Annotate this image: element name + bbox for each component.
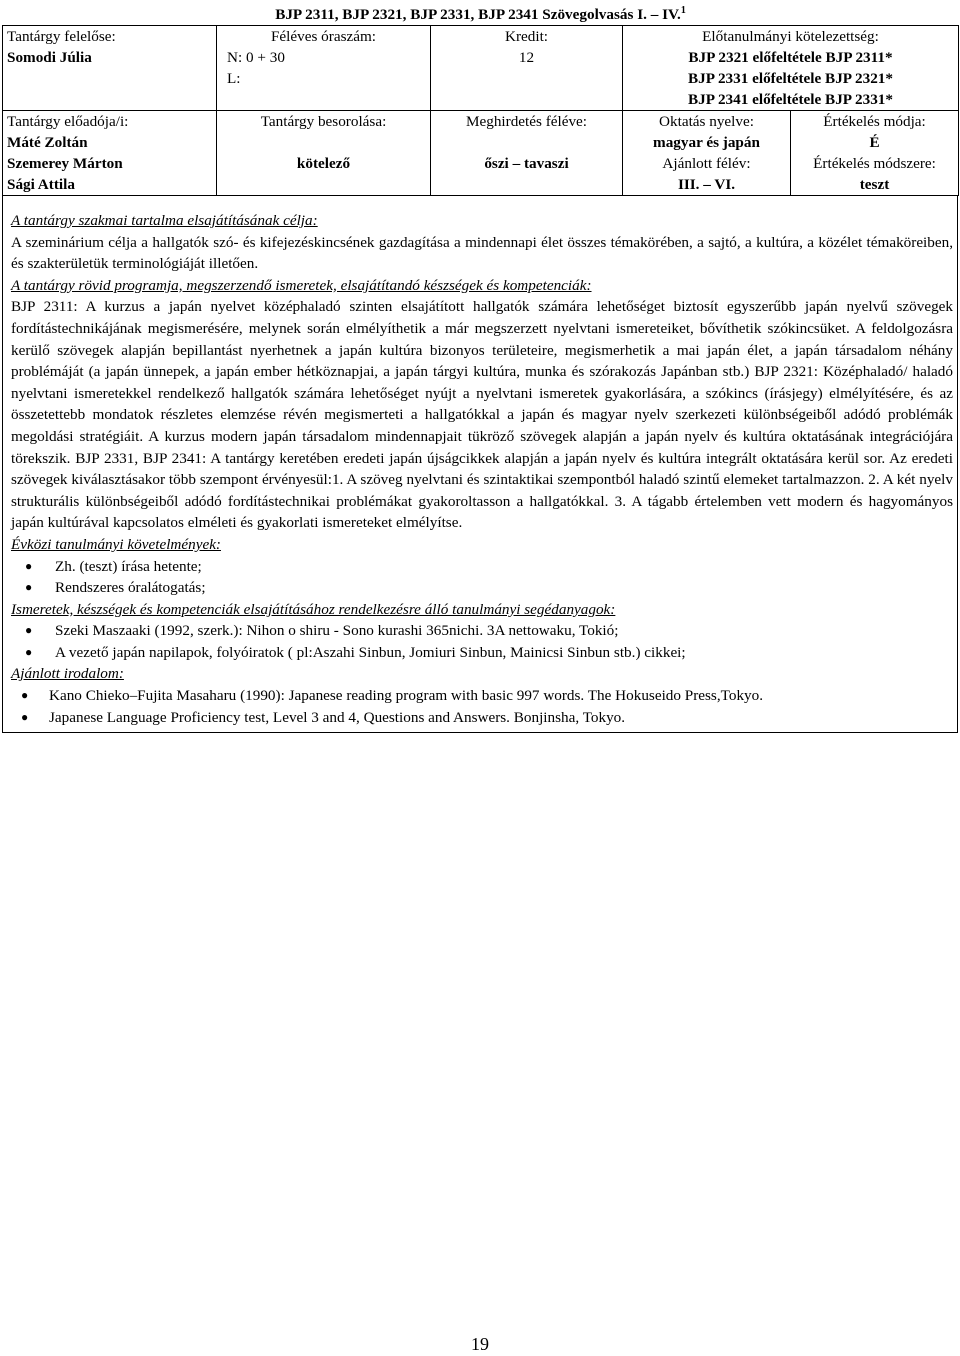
ajanlott-value: III. – VI. (677, 176, 736, 193)
kovetelmeny-list (11, 556, 953, 599)
irodalom-heading: Ajánlott irodalom: (11, 665, 124, 683)
course-header-table (2, 4, 959, 196)
title-footnote: 1 (680, 4, 686, 16)
lecturer-name: Szemerey Márton (7, 155, 123, 172)
felelos-cell (3, 26, 217, 111)
kovetelmeny-heading: Évközi tanulmányi követelmények: (11, 535, 221, 553)
ertekeles-cell (791, 111, 959, 196)
lecturer-name: Sági Attila (7, 176, 75, 193)
program-heading: A tantárgy rövid programja, megszerzendő ismeretek, elsajátítandó készségek és kompetenciák: (11, 276, 592, 294)
ertekeles-mod-label: Értékelés módja: (823, 113, 926, 130)
ertekeles-modszer-label: Értékelés módszere: (813, 155, 936, 172)
kredit-label: Kredit: (504, 28, 549, 45)
meghirdetes-value: őszi – tavaszi (484, 155, 569, 172)
besorolas-cell (217, 111, 431, 196)
ertekeles-modszer-value: teszt (859, 176, 890, 193)
nyelv-cell (623, 111, 791, 196)
lecturer-name: Máté Zoltán (7, 134, 88, 151)
meghirdetes-label: Meghirdetés féléve: (465, 113, 588, 130)
program-text: BJP 2311: A kurzus a japán nyelvet középhaladó szinten elsajátított hallgatók számára lehetőséget biztosít egyszerűbb japán nyelvű szövegek fordítástechnikájának megismerésére, melynek során elmélyíthetik a már megszerzett nyelvtani ismereteiket, bővíthetik szókincsüket. A feldolgozásra kerülő szövegek alapján bepillantást nyerhetnek a japán kultúra bizonyos területeire, megismerhetik a mai japán élet, a japán társadalom néhány problémáját (a japán ünnepek, a japán ember hétköznapjai, a japán tárgyi kultúra, munka és szórakozás Japánban stb.) BJP 2321: Középhaladó/ haladó nyelvtani ismeretekkel rendelkező hallgatók számára lehetőséget nyújt a nyelvtani ismeretek gyakorlására, a szókincs (írásjegy) elmélyítésére, és az összetettebb mondatok részletes elemzése révén megismerteti a hallgatókkal a japán és magyar nyelv szerkezeti különbségeiből adódó problémák megoldási stratégiáit. A kurzus modern japán társadalom mindennapjait tükröző szövegek alapján a japán nyelv és kultúra oktatásának integrációjára törekszik. BJP 2331, BJP 2341: A tantárgy keretében eredeti japán újságcikkek alapján a japán nyelv és kultúra integrált oktatására kerül sor. Az eredeti szövegek kiválasztásakor több szempont érvényesül:1. A szöveg nyelvtani és szintaktikai szempontból haladó szintű elemeket tartalmazzon. 2. A két nyelv strukturális különbségeiből adódó fordítástechnikai problémákat gyakoroltasson a hallgatókkal. 3. A tágabb értelemben vett modern és hagyományos japán kultúrával kapcsolatos elméleti és gyakorlati ismereteket elmélyítse. (11, 298, 953, 532)
list-item: ● A vezető japán napilapok, folyóiratok ( pl:Aszahi Sinbun, Jomiuri Sinbun, Mainicsi Sinbun stb.) cikkei; (55, 642, 953, 664)
list-item: ● Kano Chieko–Fujita Masaharu (1990): Japanese reading program with basic 997 words. The Hokuseido Press,Tokyo. (49, 685, 953, 707)
kredit-cell (431, 26, 623, 111)
course-title-text: BJP 2311, BJP 2321, BJP 2331, BJP 2341 Szövegolvasás I. – IV. (275, 6, 681, 23)
course-title (3, 4, 959, 26)
oraszam-label: Féléves óraszám: (270, 28, 376, 45)
kredit-value: 12 (518, 49, 535, 66)
prerequisite-line: BJP 2341 előfeltétele BJP 2331* (688, 91, 893, 108)
list-item: ● Szeki Maszaaki (1992, szerk.): Nihon o shiru - Sono kurashi 365nichi. 3A nettowaku, Tokió; (55, 620, 953, 642)
meghirdetes-cell (431, 111, 623, 196)
cel-heading: A tantárgy szakmai tartalma elsajátításának célja: (11, 212, 318, 229)
oraszam-cell (217, 26, 431, 111)
eloado-label: Tantárgy előadója/i: (7, 113, 129, 130)
course-content (2, 196, 958, 733)
oraszam-n: N: 0 + 30 (227, 49, 285, 66)
cel-text: A szeminárium célja a hallgatók szó- és kifejezéskincsének gazdagítása a mindennapi élet összes témakörében, a sajtó, a kultúra, a közélet témaköreiben, és szakterületük terminológiáját illetően. (11, 233, 953, 273)
felelos-label: Tantárgy felelőse: (7, 28, 116, 45)
felelos-name: Somodi Júlia (7, 49, 92, 66)
besorolas-value: kötelező (296, 155, 351, 172)
page-number: 19 (471, 1334, 489, 1354)
segedanyag-list (11, 620, 953, 663)
ertekeles-mod-value: É (869, 134, 880, 151)
oraszam-l: L: (227, 70, 241, 87)
prerequisite-line: BJP 2331 előfeltétele BJP 2321* (688, 70, 893, 87)
segedanyag-heading: Ismeretek, készségek és kompetenciák elsajátításához rendelkezésre álló tanulmányi segédanyagok: (11, 600, 616, 618)
elotanulmany-cell (623, 26, 959, 111)
nyelv-label: Oktatás nyelve: (659, 113, 754, 130)
irodalom-list (11, 685, 953, 728)
elotanulmany-label: Előtanulmányi kötelezettség: (702, 28, 879, 45)
eloado-cell (3, 111, 217, 196)
course-sheet (2, 4, 958, 733)
besorolas-label: Tantárgy besorolása: (260, 113, 387, 130)
list-item: ● Zh. (teszt) írása hetente; (55, 556, 953, 578)
prerequisite-line: BJP 2321 előfeltétele BJP 2311* (688, 49, 893, 66)
list-item: ● Rendszeres óralátogatás; (55, 577, 953, 599)
list-item: ● Japanese Language Proficiency test, Level 3 and 4, Questions and Answers. Bonjinsha, Tokyo. (49, 707, 953, 729)
nyelv-value: magyar és japán (653, 134, 760, 151)
ajanlott-label: Ajánlott félév: (662, 155, 751, 172)
